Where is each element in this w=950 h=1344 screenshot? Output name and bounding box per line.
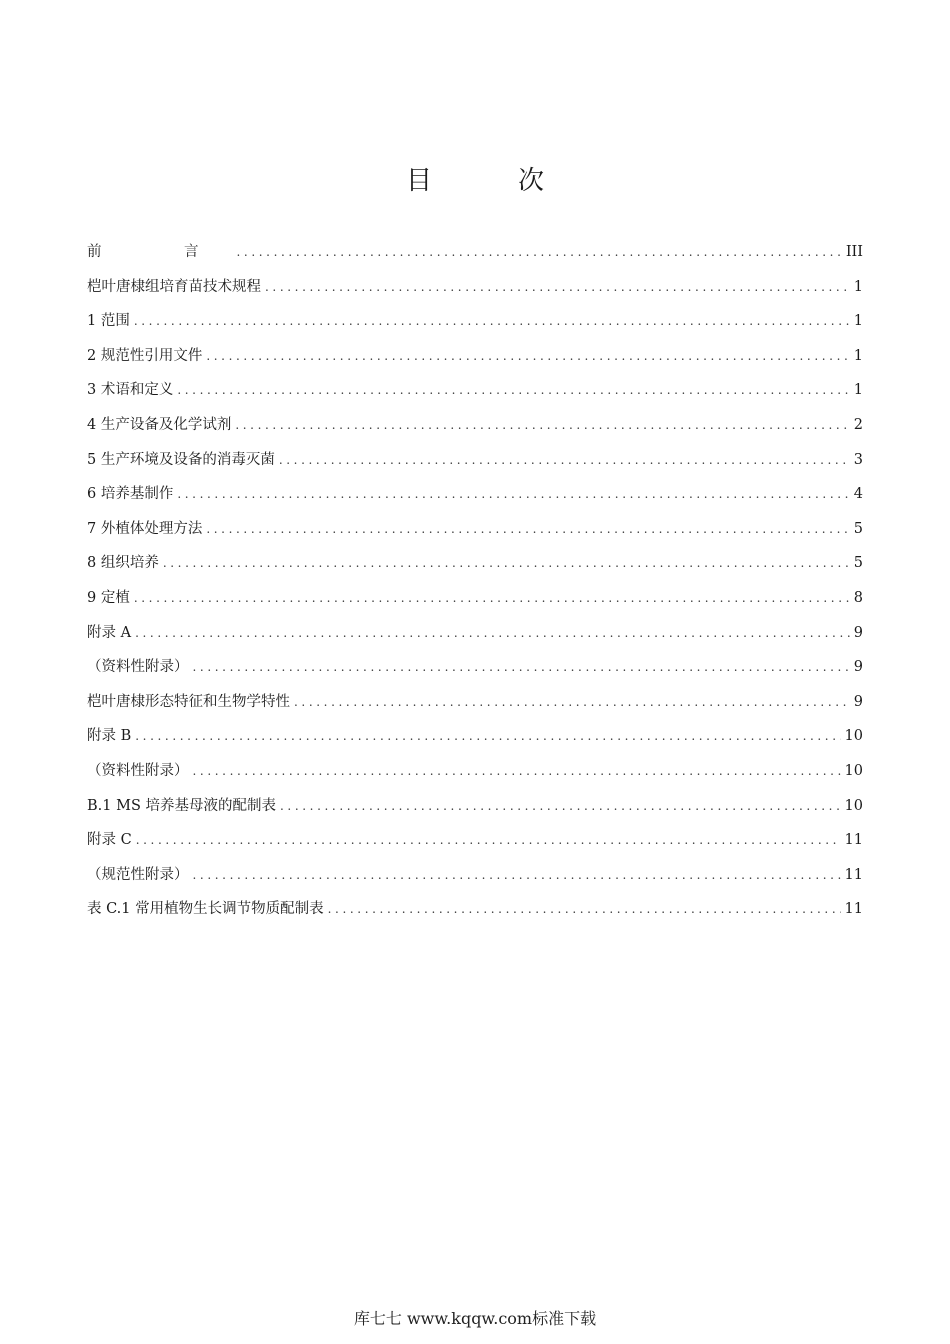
toc-entry-appendix-a-type[interactable]: [87, 655, 863, 690]
toc-entry-label: B.1 MS 培养基母液的配制表: [87, 797, 276, 814]
toc-entry-label: 桤叶唐棣组培育苗技术规程: [87, 278, 261, 295]
toc-entry-label: 4 生产设备及化学试剂: [87, 416, 232, 433]
toc-entry-page: 1: [853, 313, 863, 330]
toc-leader-dots: [163, 556, 850, 570]
toc-entry-page: 1: [853, 278, 863, 295]
toc-entry-appendix-b-title[interactable]: [87, 794, 863, 829]
toc-entry-appendix-a[interactable]: [87, 621, 863, 656]
toc-leader-dots: [328, 902, 841, 916]
toc-leader-dots: [235, 418, 849, 432]
toc-entry-equipment[interactable]: [87, 413, 863, 448]
toc-entry-page: 5: [853, 555, 863, 572]
toc-entry-page: 10: [844, 762, 863, 779]
toc-entry-label: （资料性附录）: [87, 659, 189, 676]
toc-entry-page: III: [845, 244, 863, 260]
toc-entry-foreword[interactable]: [87, 240, 863, 275]
toc-entry-page: 4: [853, 486, 863, 503]
toc-leader-dots: [135, 729, 840, 743]
toc-entry-page: 9: [853, 693, 863, 710]
toc-entry-page: 8: [853, 589, 863, 606]
toc-entry-page: 10: [844, 797, 863, 814]
toc-entry-scope[interactable]: [87, 309, 863, 344]
toc-leader-dots: [135, 626, 850, 640]
toc-entry-terms[interactable]: [87, 378, 863, 413]
toc-entry-appendix-a-title[interactable]: [87, 690, 863, 725]
toc-leader-dots: [134, 314, 850, 328]
toc-entry-label: 附录 C: [87, 832, 132, 849]
toc-leader-dots: [136, 833, 841, 847]
toc-entry-label: 8 组织培养: [87, 555, 159, 572]
toc-entry-medium[interactable]: [87, 482, 863, 517]
toc-entry-label: （规范性附录）: [87, 866, 189, 883]
toc-entry-tissue-culture[interactable]: [87, 551, 863, 586]
toc-leader-dots: [193, 660, 850, 674]
toc-entry-page: 1: [853, 347, 863, 364]
toc-entry-appendix-c[interactable]: [87, 828, 863, 863]
toc-title: 目 次: [405, 166, 574, 196]
toc-entry-label: 1 范围: [87, 313, 130, 330]
toc-entry-label: 7 外植体处理方法: [87, 520, 203, 537]
toc-entry-planting[interactable]: [87, 586, 863, 621]
toc-entry-page: 1: [853, 382, 863, 399]
toc-entry-page: 11: [844, 901, 863, 918]
toc-leader-dots: [193, 764, 841, 778]
toc-entry-appendix-c-title[interactable]: [87, 897, 863, 932]
toc-entry-label: 5 生产环境及设备的消毒灭菌: [87, 451, 275, 468]
toc-leader-dots: [280, 799, 841, 813]
toc-entry-page: 10: [844, 728, 863, 745]
toc-entry-label: 附录 A: [87, 624, 132, 641]
toc-entry-page: 11: [844, 866, 863, 883]
toc-entry-label: 3 术语和定义: [87, 382, 174, 399]
toc-entry-normative-references[interactable]: [87, 344, 863, 379]
toc-entry-page: 9: [853, 624, 863, 641]
toc-entry-appendix-b[interactable]: [87, 724, 863, 759]
toc-entry-label: 6 培养基制作: [87, 486, 174, 503]
toc-entry-page: 3: [853, 451, 863, 468]
toc-leader-dots: [206, 349, 849, 363]
toc-leader-dots: [134, 591, 850, 605]
toc-leader-dots: [237, 245, 842, 259]
toc-entry-label: 桤叶唐棣形态特征和生物学特性: [87, 693, 290, 710]
table-of-contents: [87, 240, 863, 932]
toc-leader-dots: [206, 522, 849, 536]
toc-leader-dots: [177, 487, 849, 501]
toc-leader-dots: [265, 280, 850, 294]
toc-entry-label: 附录 B: [87, 728, 132, 745]
toc-entry-appendix-b-type[interactable]: [87, 759, 863, 794]
toc-leader-dots: [193, 868, 841, 882]
toc-entry-page: 2: [853, 416, 863, 433]
footer-watermark: 库七七 www.kqqw.com标准下载: [353, 1309, 597, 1328]
toc-entry-sterilization[interactable]: [87, 448, 863, 483]
toc-entry-label: （资料性附录）: [87, 762, 189, 779]
toc-entry-page: 5: [853, 520, 863, 537]
toc-entry-appendix-c-type[interactable]: [87, 863, 863, 898]
toc-leader-dots: [279, 453, 850, 467]
toc-entry-page: 11: [844, 832, 863, 849]
toc-entry-label: 表 C.1 常用植物生长调节物质配制表: [87, 901, 324, 918]
toc-entry-main-title[interactable]: [87, 275, 863, 310]
toc-leader-dots: [294, 695, 850, 709]
toc-entry-label: 9 定植: [87, 589, 130, 606]
toc-entry-page: 9: [853, 659, 863, 676]
toc-leader-dots: [177, 383, 849, 397]
toc-entry-label: 前 言: [87, 244, 233, 260]
toc-entry-label: 2 规范性引用文件: [87, 347, 203, 364]
toc-entry-explant[interactable]: [87, 517, 863, 552]
